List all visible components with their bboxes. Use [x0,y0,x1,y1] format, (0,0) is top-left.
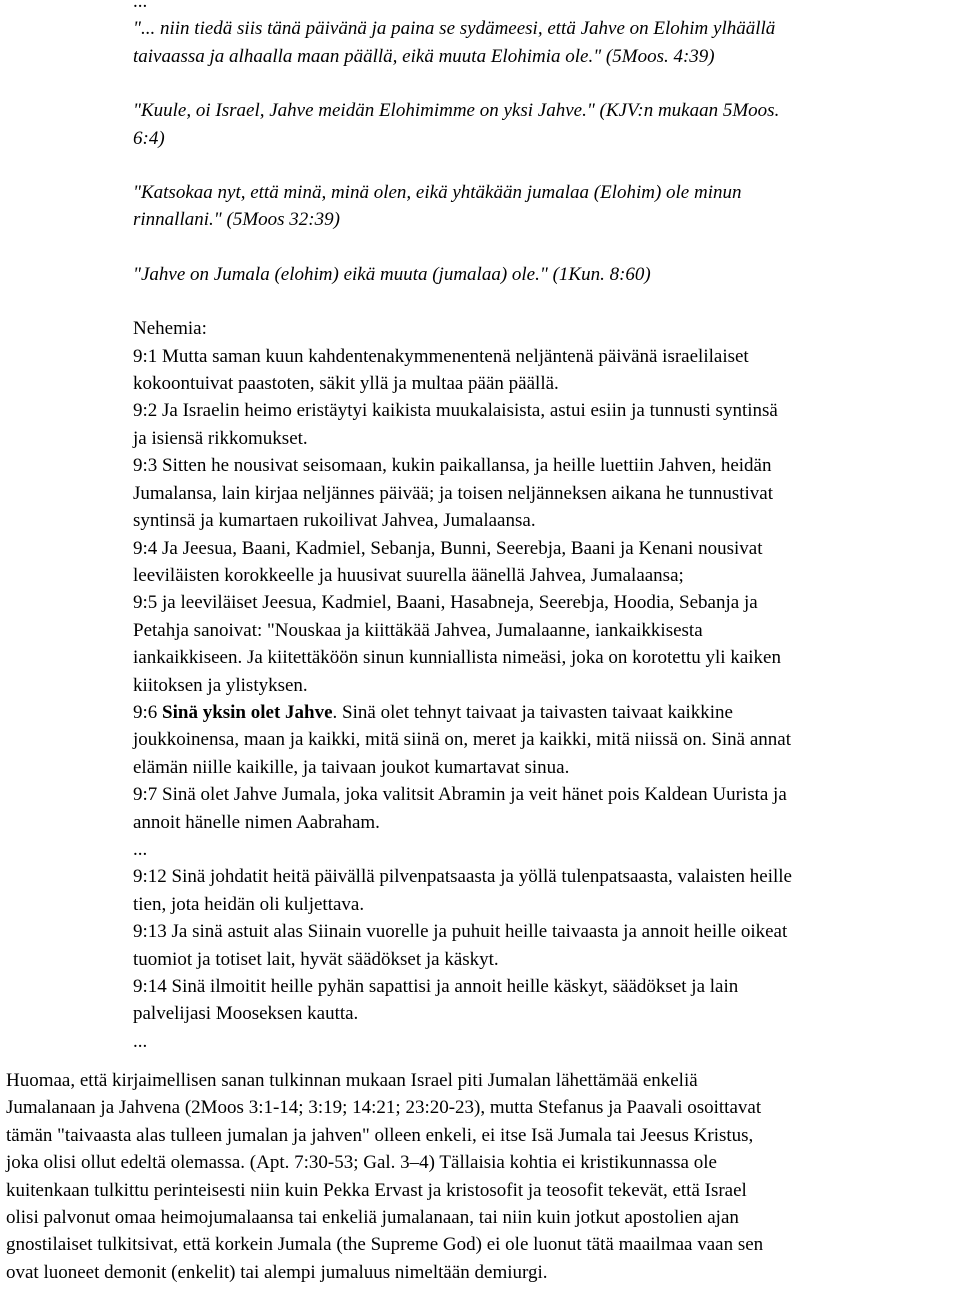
verse-9-6 [133,699,960,781]
verse-line: joukkoinensa, maan ja kaikki, mitä siinä on, meret ja kaikki, mitä niissä on. Sinä annat [133,729,791,751]
verse-9-5 [133,589,960,699]
nehemia-heading: Nehemia: [133,318,207,340]
verse-line: kiitoksen ja ylistyksen. [133,674,308,696]
quote-5moos-32-39 [133,179,960,234]
commentary-line: kuitenkaan tulkittu perinteisesti niin kuin Pekka Ervast ja kristosofit ja teosofit tekevät, että Israel [6,1179,747,1201]
verse-line: 9:14 Sinä ilmoitit heille pyhän sapattisi ja annoit heille käskyt, säädökset ja lain [133,976,739,997]
commentary-line: ovat luoneet demonit (enkelit) tai alempi jumaluus nimeltään demiurgi. [6,1261,548,1283]
verse-9-1 [133,343,960,398]
verse-9-3 [133,452,960,534]
verse-line: 9:1 Mutta saman kuun kahdentenakymmenentenä neljäntenä päivänä israelilaiset [133,345,749,367]
verse-line: 9:5 ja leeviläiset Jeesua, Kadmiel, Baani, Hasabneja, Seerebja, Hoodia, Sebanja ja [133,592,758,614]
verse-number: 9:6 [133,701,163,723]
quote-5moos-4-39 [133,15,960,70]
commentary-paragraph [6,1067,960,1286]
quote-line: "Kuule, oi Israel, Jahve meidän Elohimimme on yksi Jahve." (KJV:n mukaan 5Moos. [133,100,780,122]
verse-9-7 [133,781,960,836]
quote-1kun-8-60 [133,261,960,288]
verse-line: palvelijasi Mooseksen kautta. [133,1003,359,1025]
ellipsis: ... [133,838,148,860]
verse-line: kokoontuivat paastoten, säkit yllä ja multaa pään päällä. [133,373,559,395]
commentary-line: gnostilaiset tulkitsivat, että korkein Jumala (the Supreme God) ei ole luonut tätä maailmaa vaan sen [6,1234,764,1256]
verse-line: 9:2 Ja Israelin heimo eristäytyi kaikista muukalaisista, astui esiin ja tunnusti syntinsä [133,400,778,422]
commentary-line: tämän "taivaasta alas tulleen jumalan ja jahven" olleen enkeli, ei itse Isä Jumala tai Jeesus Kristus, [6,1124,754,1146]
verse-line: tuomiot ja totiset lait, hyvät säädökset ja käskyt. [133,948,499,970]
ellipsis: ... [133,1030,148,1052]
quote-line: rinnallani." (5Moos 32:39) [133,209,340,231]
verse-9-12 [133,863,960,918]
verse-line: 9:3 Sitten he nousivat seisomaan, kukin paikallansa, ja heille luettiin Jahven, heidän [133,455,772,477]
quote-5moos-6-4 [133,97,960,152]
verse-line: ja isiensä rikkomukset. [133,427,308,449]
verse-text: . Sinä olet tehnyt taivaat ja taivasten taivaat kaikkine [332,701,733,723]
verse-9-4 [133,535,960,590]
verse-line [133,699,960,726]
verse-line: 9:12 Sinä johdatit heitä päivällä pilvenpatsaasta ja yöllä tulenpatsaasta, valaisten heille [133,866,792,888]
verse-9-14 [133,973,960,1028]
commentary-line: Huomaa, että kirjaimellisen sanan tulkinnan mukaan Israel piti Jumalan lähettämää enkeliä [6,1070,698,1091]
verse-line: Jumalansa, lain kirjaa neljännes päivää; ja toisen neljänneksen aikana he tunnustivat [133,482,773,504]
intro-ellipsis: ... [133,0,148,12]
verse-9-13 [133,918,960,973]
verse-line: iankaikkiseen. Ja kiitettäköön sinun kunniallista nimeäsi, joka on korotettu yli kaiken [133,647,781,669]
bold-emphasis: Sinä yksin olet Jahve [162,701,333,723]
quote-line: "Jahve on Jumala (elohim) eikä muuta (jumalaa) ole." (1Kun. 8:60) [133,263,651,285]
verse-line: 9:7 Sinä olet Jahve Jumala, joka valitsit Abramin ja veit hänet pois Kaldean Uurista ja [133,784,787,806]
verse-line: Petahja sanoivat: "Nouskaa ja kiittäkää Jahvea, Jumalaanne, iankaikkisesta [133,619,703,641]
verse-line: syntinsä ja kumartaen rukoilivat Jahvea, Jumalaansa. [133,510,536,532]
verse-line: leeviläisten korokkeelle ja huusivat suurella äänellä Jahvea, Jumalaansa; [133,564,684,586]
quote-line: 6:4) [133,127,165,149]
verse-line: tien, jota heidän oli kuljettava. [133,893,365,915]
commentary-line: Jumalanaan ja Jahvena (2Moos 3:1-14; 3:19; 14:21; 23:20-23), mutta Stefanus ja Paavali osoittavat [6,1097,762,1119]
verse-line: 9:13 Ja sinä astuit alas Siinain vuorelle ja puhuit heille taivaasta ja annoit heille oikeat [133,921,788,943]
commentary-line: olisi palvonut omaa heimojumalaansa tai enkeliä jumalanaan, tai niin kuin jotkut apostolien ajan [6,1207,739,1229]
verse-line: 9:4 Ja Jeesua, Baani, Kadmiel, Sebanja, Bunni, Seerebja, Baani ja Kenani nousivat [133,537,763,559]
quote-line: "Katsokaa nyt, että minä, minä olen, eikä yhtäkään jumalaa (Elohim) ole minun [133,182,742,204]
nehemia-section [133,315,960,1055]
verse-9-2 [133,397,960,452]
verse-line: elämän niille kaikille, ja taivaan joukot kumartavat sinua. [133,756,570,778]
commentary-line: joka olisi ollut edeltä olemassa. (Apt. 7:30-53; Gal. 3–4) Tällaisia kohtia ei kristikunnassa ole [6,1152,717,1174]
indented-quote-block [133,0,960,1055]
quote-line: "... niin tiedä siis tänä päivänä ja paina se sydämeesi, että Jahve on Elohim ylhäällä [133,18,776,40]
verse-line: annoit hänelle nimen Aabraham. [133,811,380,833]
quote-line: taivaassa ja alhaalla maan päällä, eikä muuta Elohimia ole." (5Moos. 4:39) [133,45,715,67]
